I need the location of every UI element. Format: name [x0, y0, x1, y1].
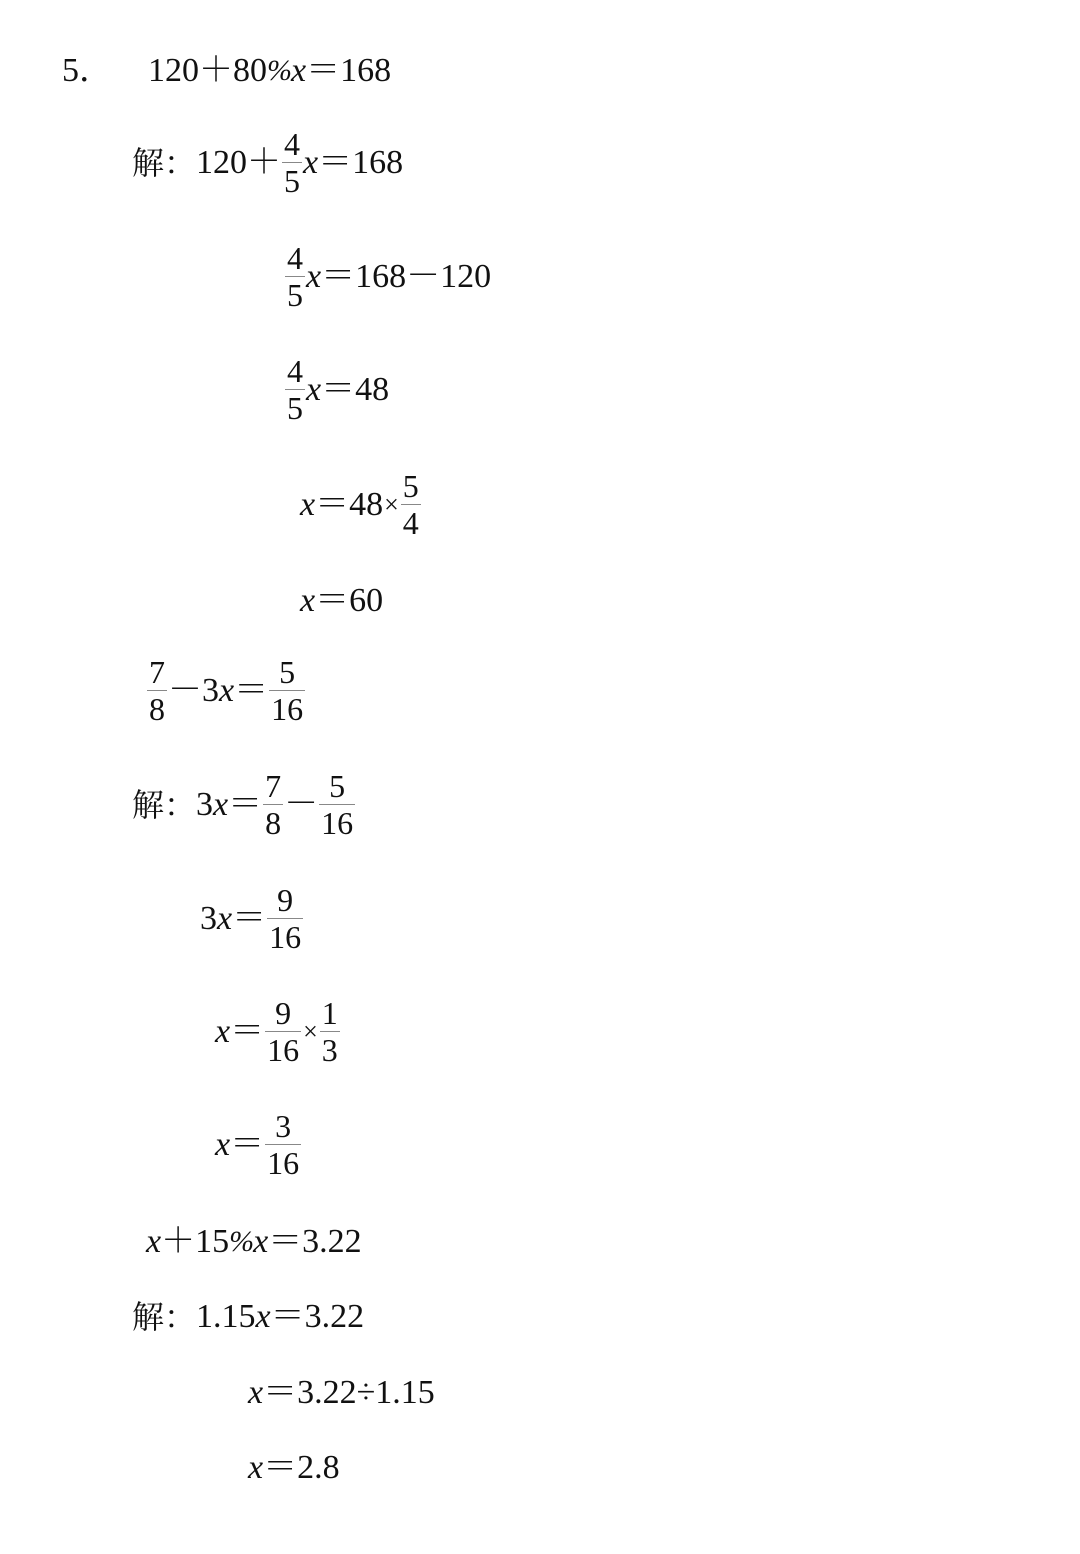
fraction: [320, 997, 340, 1066]
p2-step2: [200, 884, 304, 953]
p2s2-lhs: 3: [200, 899, 217, 937]
p3s1-lhs: 1.15: [196, 1298, 256, 1335]
p3s2-var: x: [248, 1374, 264, 1411]
p1s1-rhs: ＝168: [318, 143, 404, 181]
p2s3-equals: ＝: [230, 1012, 265, 1050]
fraction-numerator: 7: [149, 654, 165, 690]
p1s3-var: x: [306, 370, 322, 408]
p2-step1: [132, 770, 356, 839]
p1s1-var: x: [303, 143, 319, 181]
fraction: [285, 242, 305, 311]
fraction-numerator: 7: [265, 768, 282, 804]
fraction-denominator: 8: [265, 805, 282, 841]
fraction-denominator: 3: [321, 1032, 338, 1068]
p2s1-lhs: 3: [196, 785, 214, 823]
fraction: [263, 770, 283, 839]
fraction-denominator: 16: [267, 1145, 300, 1181]
eq2-equals: ＝: [234, 671, 269, 709]
eq2-var: x: [219, 671, 235, 709]
p1-step5: [300, 584, 383, 618]
eq3-percent: %: [229, 1225, 253, 1258]
eq3-term: ＋15: [161, 1223, 230, 1260]
p1s4-var: x: [300, 485, 316, 523]
fraction: [269, 656, 305, 725]
fraction-numerator: 5: [279, 654, 296, 690]
eq1-var: x: [291, 52, 307, 89]
eq3-var-2: x: [253, 1223, 269, 1260]
fraction-numerator: 3: [275, 1108, 292, 1144]
eq3-var-1: x: [146, 1223, 162, 1260]
p1s1-lhs: 120＋: [196, 143, 282, 181]
fraction-denominator: 5: [284, 163, 301, 199]
fraction-numerator: 5: [402, 468, 419, 504]
p1-step3: [284, 355, 389, 424]
times-sign: ×: [303, 1016, 318, 1046]
eq1-rhs: ＝168: [306, 52, 392, 89]
fraction: [401, 470, 421, 539]
p2s1-var: x: [213, 785, 229, 823]
fraction-numerator: 9: [275, 995, 292, 1031]
p1s2-var: x: [306, 257, 322, 295]
p1-step4: [300, 470, 422, 539]
p3s2-rhs: ＝3.22÷1.15: [263, 1374, 435, 1411]
p2s2-equals: ＝: [232, 899, 267, 937]
times-sign: ×: [384, 489, 399, 519]
fraction-denominator: 16: [321, 805, 354, 841]
fraction: [265, 997, 301, 1066]
p1s5-rhs: ＝60: [315, 582, 384, 619]
p2s4-equals: ＝: [230, 1125, 265, 1163]
fraction-denominator: 8: [149, 691, 165, 727]
fraction-numerator: 4: [287, 240, 303, 276]
p3s3-rhs: ＝2.8: [263, 1449, 340, 1486]
fraction-numerator: 5: [329, 768, 346, 804]
fraction: [285, 355, 305, 424]
p1s3-rhs: ＝48: [321, 370, 390, 408]
fraction-denominator: 16: [269, 919, 302, 955]
equation-2: [146, 656, 306, 725]
fraction: [265, 1110, 301, 1179]
solve-label: 解：: [132, 785, 197, 824]
equation-3: [146, 1225, 362, 1259]
p2s4-var: x: [215, 1125, 231, 1163]
p1s4-mid: ＝48: [315, 485, 384, 523]
fraction-denominator: 5: [287, 390, 303, 426]
solve-label: 解：: [132, 143, 197, 182]
eq1-percent: %: [267, 54, 290, 87]
p3s1-var: x: [255, 1298, 271, 1335]
fraction-numerator: 1: [321, 995, 338, 1031]
p1s5-var: x: [300, 582, 316, 619]
p2-step3: [215, 997, 341, 1066]
p1-step1: [132, 128, 403, 197]
fraction: [282, 128, 302, 197]
p3s1-rhs: ＝3.22: [270, 1298, 365, 1335]
p1s2-rhs: ＝168－120: [321, 257, 492, 295]
fraction-numerator: 4: [287, 353, 303, 389]
p2-step4: [215, 1110, 302, 1179]
eq1-term: 120＋80: [148, 52, 267, 89]
problem-number-line: [62, 54, 113, 88]
p1-step2: [284, 242, 491, 311]
problem-number: 5．: [62, 52, 113, 89]
fraction-denominator: 5: [287, 277, 303, 313]
p3-step3: [248, 1451, 340, 1485]
p3-step1: [132, 1300, 364, 1334]
minus-sign: －: [284, 785, 319, 823]
p2s1-equals: ＝: [228, 785, 263, 823]
fraction-denominator: 16: [271, 691, 304, 727]
p3s3-var: x: [248, 1449, 264, 1486]
fraction-denominator: 4: [402, 505, 419, 541]
equation-1: [148, 54, 391, 88]
eq2-mid: －3: [168, 671, 219, 709]
fraction-numerator: 9: [277, 882, 294, 918]
fraction-denominator: 16: [267, 1032, 300, 1068]
fraction: [147, 656, 167, 725]
eq3-rhs: ＝3.22: [268, 1223, 362, 1260]
p3-step2: [248, 1376, 435, 1410]
p2s2-var: x: [217, 899, 233, 937]
fraction: [319, 770, 355, 839]
fraction-numerator: 4: [284, 126, 301, 162]
fraction: [267, 884, 303, 953]
solve-label: 解：: [132, 1298, 197, 1336]
p2s3-var: x: [215, 1012, 231, 1050]
